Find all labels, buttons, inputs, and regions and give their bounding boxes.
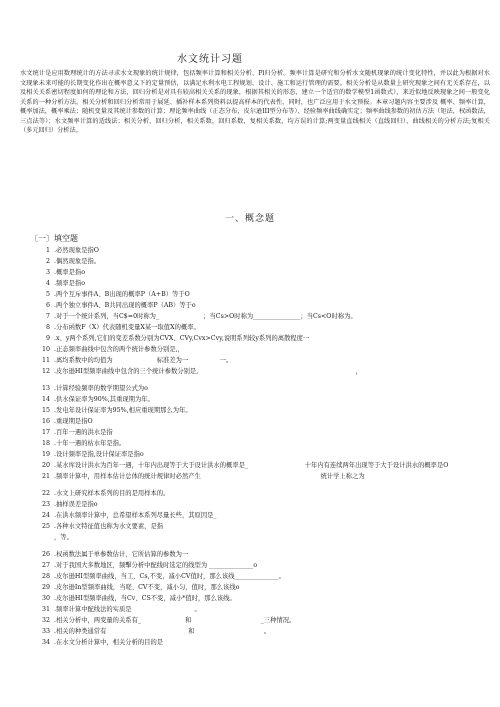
question-text: .皮尔逊In型频率曲线，当嗟、CV不变，减小匀，值时，那么该线o <box>54 584 240 591</box>
question-item <box>20 245 490 256</box>
question-text: .在水文分析计算中，相关分析的目的是 <box>54 639 164 646</box>
question-item <box>20 637 490 648</box>
question-text: .频率计算中，用样本估计总体的统计规律时必然产生 统计学上称之为 <box>54 473 365 480</box>
question-number: 24 <box>41 512 50 519</box>
question-text: .设计频率是指,设计保证率是指o <box>54 451 144 458</box>
question-number: 2 <box>45 258 50 265</box>
question-number: 14 <box>41 396 50 403</box>
question-number: 27 <box>41 562 50 569</box>
question-item <box>20 460 490 471</box>
question-number: 17 <box>41 429 50 436</box>
section-title: 一、概念题 <box>224 214 275 224</box>
question-text: .频率计算中配线法的实质是 。 <box>54 606 201 613</box>
question-item <box>20 438 490 449</box>
subsection-title: 〔一〕填空题 <box>30 234 78 243</box>
question-text: .相关的种类通常有 和 。 <box>54 628 271 635</box>
question-number: 1 <box>45 247 50 254</box>
question-item <box>20 510 490 521</box>
question-text: ，等。 <box>54 534 73 541</box>
question-text: .百年一遇的洪水是指 <box>54 429 113 436</box>
question-number: 13 <box>41 385 50 392</box>
question-number: 10 <box>41 346 50 353</box>
question-item <box>20 427 490 438</box>
question-text: .权函数法属于单参数估计，它所估算的参数为一 <box>54 551 189 558</box>
question-text: .必然现象是指O <box>54 247 99 254</box>
question-item <box>20 449 490 460</box>
question-item <box>20 626 490 637</box>
question-text: .水文上研究样本系列的目的是用样本的。 <box>54 490 170 497</box>
question-item <box>20 311 490 322</box>
question-item <box>20 383 490 394</box>
question-number: 32 <box>41 617 50 624</box>
question-text: .十年一遇的枯水年是指。 <box>54 440 126 447</box>
question-number: 7 <box>45 313 50 320</box>
question-text: .频率是指o <box>54 280 85 287</box>
question-number: 28 <box>41 573 50 580</box>
question-number: 26 <box>41 551 50 558</box>
question-item <box>20 560 490 571</box>
question-number: 5 <box>45 291 50 298</box>
question-number: 3 <box>45 269 50 276</box>
question-item <box>20 322 490 333</box>
question-item <box>20 582 490 593</box>
question-number: 18 <box>41 440 50 447</box>
question-number: 33 <box>41 628 50 635</box>
question-number: 16 <box>41 418 50 425</box>
question-text: .发电年设计保证率为95%,相应重现期那么为年。 <box>54 407 192 414</box>
question-text: .计算经验频率的数学期望公式为o <box>54 385 148 392</box>
question-number: 21 <box>41 473 50 480</box>
question-text: .在洪水频率计算中，总希望样本系列尽量长些，其原因是_ <box>54 512 217 519</box>
question-item <box>20 366 490 377</box>
question-text: .抽样误差是指o <box>54 501 98 508</box>
question-item <box>20 604 490 615</box>
question-item <box>20 344 490 355</box>
question-text: .偶然现象是指。 <box>54 258 101 265</box>
question-item <box>20 532 490 543</box>
question-number: 31 <box>41 606 50 613</box>
question-item <box>20 571 490 582</box>
question-item <box>20 289 490 300</box>
question-item <box>20 278 490 289</box>
question-text: .x、y两个系列,它们的变差系数分别为CVX、CVy,Cvx>Cvy,说明系列较y系列的离散程度一 <box>54 335 310 342</box>
question-number: 12 <box>41 368 50 375</box>
question-number: 4 <box>45 280 50 287</box>
question-item <box>20 333 490 344</box>
question-number: 8 <box>45 324 50 331</box>
question-number: 19 <box>41 451 50 458</box>
question-number: 25 <box>41 523 50 530</box>
question-number: 22 <box>41 490 50 497</box>
intro-paragraph: 水文统计是应用数理统计的方法寻求水文现象的统计规律，包括频率计算和相关分析、Pl归分析。频率计算是研究和分析水文随机现象的统计变化特性，并以此为根据对水文现象未来可能的长期变化作出在概率意义下的定量预估，以满足水利水电工程规划、设计、施工和运行管理的需要。相关分析是从数量上研究现象之间有无关系存在，以及相关关系密切程度如何的理论和方法，回归分析是对具有较高相关关系的现象，根据其相关的形态，建立一个适宜的数学模型1函数式），来近似地反映现象之间一般变化关系的一种分析方法。相关分析和回归分析常用于展延、插补样本系列资料以提高样本的代表性，同时，也广泛应用于水文预报。本章习题内容主要涉及 概率、频率计算，概率加法，概率乘法；随机变量及其统计参数的计算；理论频率曲线（正态分布，皮尔逊III型分布等）、经验频率曲线确实定；频率曲线参数的初估方法（矩法，权函数法，三点法等）；水文频率计算的适线法；相关分析、回归分析，相关系数，回归系数，复相关系数，均方误的计算;两变量直线相关（直线回归）、曲线相关的分析方法;复相关（多元回归）分析法。 <box>20 70 490 134</box>
question-list <box>20 245 490 648</box>
question-text: .皮尔逊HI型频率曲线中包含的三个统计参数分别是, ， <box>54 368 362 375</box>
question-text: .相关分析中，两变量的关系有_ 和 _三种情况。 <box>54 617 296 624</box>
question-text: .离均系数中的均值为 标准差为一 一。 <box>54 357 233 364</box>
question-number: 20 <box>41 462 50 469</box>
question-item <box>20 615 490 626</box>
question-number: 29 <box>41 584 50 591</box>
question-text: .皮尔逊HI型频率曲线，当工、Cs,不变，减小CV值时，那么该线______________。 <box>54 573 285 580</box>
question-number: 11 <box>41 357 50 364</box>
question-text: .两个互斥事件A、B出现的概率P（A+B）等于O <box>54 291 190 298</box>
question-item <box>20 256 490 267</box>
document-title: 水文统计习题 <box>177 54 243 65</box>
question-item <box>20 488 490 499</box>
question-text: .正态频率曲线中包含的两个统计参数分别是,， <box>54 346 184 353</box>
question-item <box>20 355 490 366</box>
question-text: .供水保证率为90%,其重现期为年。 <box>54 396 154 403</box>
question-text: .分布函数F（X）代表随机变量X某一取值X的概率。 <box>54 324 200 331</box>
question-item <box>20 300 490 311</box>
question-item <box>20 471 490 482</box>
question-item <box>20 499 490 510</box>
question-number: 23 <box>41 501 50 508</box>
question-number: 15 <box>41 407 50 414</box>
question-item <box>20 405 490 416</box>
question-item <box>20 267 490 278</box>
question-item <box>20 416 490 427</box>
question-item <box>20 521 490 532</box>
question-text: .重现期是指O <box>54 418 93 425</box>
question-number: 6 <box>45 302 50 309</box>
question-number: 9 <box>45 335 50 342</box>
question-number: 30 <box>41 595 50 602</box>
question-text: .两个独立事件A、B共同出现的概率P（AB）等于o <box>54 302 196 309</box>
question-text: .对于一个统计系列，当C$=0时称为_ ；当Cs>O时称为_______________；当Cs<O时称为。 <box>54 313 357 320</box>
question-text: .某水库设计洪水为百年一遇，十年内出现等于大于设计洪水的概率是_ 十年内有连续两年出现等于大于设计洪水的概率是O <box>54 462 449 469</box>
question-text: .对于我国大多数地区，频擊分析中配线时选定的线型为 ______________o <box>54 562 257 569</box>
question-item <box>20 394 490 405</box>
question-text: .各种水文特征值也称为水文要素，是指 <box>54 523 164 530</box>
question-item <box>20 593 490 604</box>
question-item <box>20 549 490 560</box>
question-number: 34 <box>41 639 50 646</box>
question-text: .概率是指o <box>54 269 85 276</box>
question-text: .皮尔逊HI型频率曲线，当Cv、CS不变，减小*值时，那么该线。 <box>54 595 236 602</box>
